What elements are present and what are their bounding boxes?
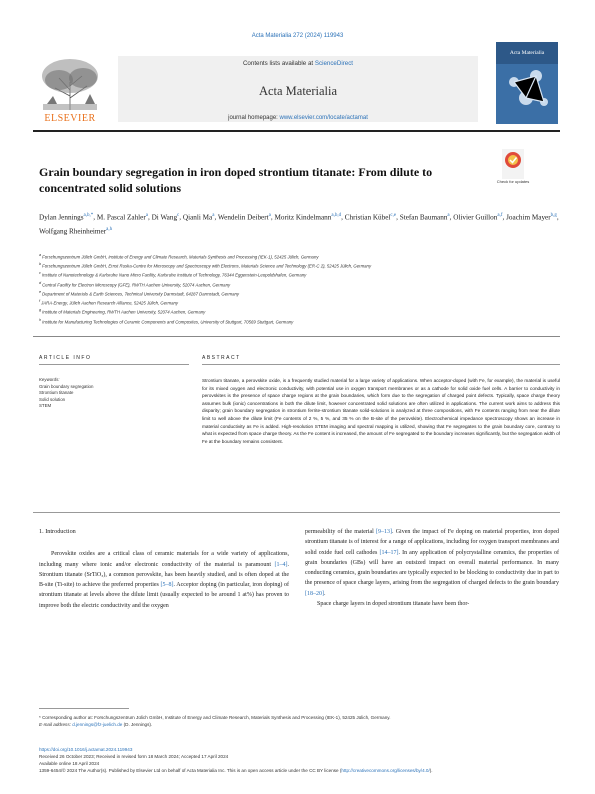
citation-link[interactable]: [9–13] [376,529,393,535]
journal-homepage [118,115,478,121]
citation-link[interactable]: [14–17] [379,549,399,556]
affiliation-marker: g [39,308,43,313]
journal-title: Acta Materialia [258,84,338,98]
email-note [39,721,559,728]
author-name[interactable]: Moritz Kindelmann [274,213,332,222]
author-name[interactable]: Dylan Jennings [39,213,84,222]
section-rule [33,336,560,337]
author-name[interactable]: Wolfgang Rheinheimer [39,227,107,236]
doi-link[interactable]: https://doi.org/10.1016/j.actamat.2024.119943 [39,747,133,752]
affiliation-marker: d [39,280,43,285]
author-affiliation-marker[interactable]: a,f [497,213,503,218]
body-column-right [305,527,559,609]
keywords-block [39,377,189,410]
citation-link[interactable]: [1–4] [274,561,288,568]
elsevier-tree-logo-icon [33,56,107,112]
author-affiliation-marker[interactable]: a,h [106,226,113,232]
body-text: permeability of the material [305,529,377,535]
affiliation-text: Institute of Materials Engineering, RWTH Aachen University, 52074 Aachen, Germany [42,309,206,315]
body-text: . Acceptor doping (in particular, iron doping) of strontium titanate at levels above the dilute limit (usually expected to be around 1 at%) has proven to improve both the electric conductivity and the oxygen [39,582,289,609]
affiliation-item [39,261,559,270]
author-affiliation-marker[interactable]: a,b,* [83,213,94,218]
introduction-heading: 1. Introduction [39,528,76,535]
author-name[interactable]: Joachim Mayer [506,213,551,222]
received-dates: Received 26 October 2023; Received in revised form 18 March 2024; Accepted 17 April 2024 [39,754,229,759]
affiliation-marker: a [39,253,43,257]
abstract-heading: ABSTRACT [202,355,241,361]
affiliation-text: Forschungszentrum Jülich GmbH, Ernst Ruska-Centre for Microscopy and Spectroscopy with Electrons, Materials Science and Technology (ER-C 2), 52425 Jülich, Germany [42,263,372,269]
cover-title: Acta Materialia [509,50,545,56]
author-name[interactable]: Qianli Ma [182,213,213,222]
affiliation-item [39,270,559,279]
affiliation-item [39,317,559,326]
affiliation-item [39,307,559,316]
affiliation-list [39,252,559,326]
journal-cover-image[interactable] [496,42,558,124]
body-text: . Strontium titanate (SrTiO₃), a common perovskite, has been heavily studied, and is often doped at the B-site (Ti-site) to achieve the preferred properties [39,561,289,589]
keyword-item: STEM [39,403,52,409]
keyword-item: Strontium titanate [39,390,74,396]
affiliation-item [39,298,559,307]
affiliation-marker: e [39,289,43,294]
author-affiliation-marker[interactable]: a [212,213,215,218]
affiliation-marker: c [39,271,42,276]
affiliation-marker: b [39,262,43,267]
homepage-prefix: journal homepage: [228,115,280,121]
affiliation-text: Institute of Nanotechnology & Karlsruhe Nano Micro Facility, Karlsruhe Institute of Technology, 76344 Eggenstein-Leopoldshafen, Germany [41,272,307,278]
body-text: . In any application of polycrystalline ceramics, the properties of grain boundaries (GBs) will have an outsized impact on overall material performance. In many conducting ceramics, grain boundaries are typically expected to be blocking to conductivity due in part to the presence of space charge layers, arising from the segregation of charged defects to the grain boundary [305,549,559,587]
author-affiliation-marker[interactable]: a [447,213,450,218]
elsevier-wordmark: ELSEVIER [44,113,96,124]
intro-paragraph-1-cont [305,527,559,599]
license-note [39,767,559,774]
body-text: . [324,590,326,597]
author-affiliation-marker[interactable]: a [268,213,271,218]
author-name[interactable]: Di Wang [151,213,178,222]
available-online: Available online 18 April 2024 [39,761,100,766]
author-name[interactable]: M. Pascal Zahler [96,213,146,222]
affiliation-marker: h [39,317,43,322]
author-affiliation-marker[interactable]: a [145,213,148,218]
intro-paragraph-1 [39,549,289,611]
affiliation-marker: f [39,299,42,304]
author-name[interactable]: Wendelin Deibert [217,213,269,222]
license-close: ). [429,768,433,773]
license-text: 1359-6454/© 2024 The Author(s). Published by Elsevier Ltd on behalf of Acta Materialia Inc. This is an open access article under the CC BY license ( [39,768,342,773]
keywords-heading: Keywords: [39,377,60,382]
email-label: E-mail address: [39,722,73,727]
email-link[interactable]: d.jennings@fz-juelich.de [72,722,123,727]
article-title: Grain boundary segregation in iron doped strontium titanate: From dilute to concentrated solid solutions [39,165,433,195]
license-link[interactable]: http://creativecommons.org/licenses/by/4.0/ [341,768,430,773]
author-name[interactable]: Olivier Guillon [453,213,498,222]
citation-link[interactable]: [18–20] [305,590,324,597]
email-suffix: (D. Jennings). [122,722,153,727]
body-text: . Given the impact of Fe doping on material properties, iron doped strontium titanate is of interest for a range of applications, including for oxygen transport membranes and solid oxide fuel cell cathodes [305,529,559,556]
body-text: Perovskite oxides are a critical class of ceramic materials for a wide variety of applications, including many where ionic and/or electronic conductivity of the material is paramount [39,551,289,568]
author-name[interactable]: Stefan Baumann [399,213,448,222]
author-affiliation-marker[interactable]: a,b,d [331,213,342,218]
author-list: Dylan Jennings$^{a,b,*}$, M. Pascal Zahler$^a$, Di Wang$^c$, Qianli Ma$^a$, Wendelin Deibert$^a$, Moritz Kindelmann$^{a,b,d}$, Christian Kübel$^{c,e}$, Stefan Baumann$^a$, Olivier Guillon$^{a,f}$, Joachim Mayer$^{b,g}$, Wolfgang Rheinheimer$^{a,h}$ [39,213,559,236]
body-rule [33,512,560,513]
keyword-item: Grain boundary segregation [39,383,94,389]
affiliation-text: Department of Materials & Earth Sciences, Technical University Darmstadt, 64287 Darmstadt, Germany [42,291,240,297]
affiliation-item [39,280,559,289]
corresponding-author-note: * Corresponding author at: Forschungszentrum Jülich GmbH, Institute of Energy and Climate Research, Materials Synthesis and Processing (IEK-1), 52425 Jülich, Germany. [39,715,391,720]
abstract-text: Strontium titanate, a perovskite oxide, is a frequently studied material for a large variety of applications. When acceptor-doped (with Fe, for example), the material is useful for its mixed oxygen and electronic conductivity, with potential use in oxygen transport membranes or as a cathode for solid oxide fuel cells. A barrier to conductivity in perovskites is the presence of space charge regions at the grain boundaries, which form due to the segregation of charged point defects. Typically, space charge theory assumes bulk (ionic) concentrations in both the dilute limit, however concentrated solid solutions are often utilized in applications. The current work aims to address this disparity; grain boundary segregation in strontium ferrite-strontium titanate solid-solutions is analyzed at three compositions, with Fe contents ranging from near the dilute limit to well above the dilute limit (Fe contents of 2 %, 5 %, and 35 % on the B-site of the perovskite). Electrochemical impedance spectroscopy shows an increase in material conductivity as Fe is added. High-resolution STEM imaging and spectral mapping is utilized, showing that Fe segregates to the grain boundary core, contrary to what is expected from space charge theory. As the Fe content is increased, the amount of Fe segregated to the boundary increases significantly, but the segregation width of Fe at the boundary remains consistent. [202,378,560,444]
header-rule [33,130,560,132]
intro-paragraph-2: Space charge layers in doped strontium titanate have been thor- [317,601,470,608]
citation-link[interactable]: [5–8] [160,582,174,589]
affiliation-text: Forschungszentrum Jülich GmbH, Institute of Energy and Climate Research, Materials Synthesis and Processing (IEK-1), 52425 Jülich, Germany [42,254,319,260]
homepage-link[interactable]: www.elsevier.com/locate/actamat [279,115,368,121]
affiliation-text: JARA-Energy, Jülich Aachen Research Alliance, 52425 Jülich, Germany [41,300,179,306]
publication-info [39,746,559,774]
contents-prefix: Contents lists available at [242,60,315,67]
contents-line [118,60,478,67]
author-affiliation-marker[interactable]: c,e [390,213,397,218]
crossmark-label[interactable]: Check for updates [496,179,530,184]
article-info-heading: ARTICLE INFO [39,355,92,361]
footnotes [39,714,559,728]
sciencedirect-link[interactable]: ScienceDirect [314,60,354,67]
affiliation-text: Central Facility for Electron Microscopy (GFE), RWTH Aachen University, 52074 Aachen, Germany [42,282,231,288]
footnote-rule [39,708,129,709]
article-info-rule [39,364,189,365]
affiliation-item [39,289,559,298]
journal-reference[interactable]: Acta Materialia 272 (2024) 119943 [251,33,344,39]
author-affiliation-marker[interactable]: b,g [550,213,557,218]
affiliation-text: Institute for Manufacturing Technologies of Ceramic Components and Composites, University of Stuttgart, 70569 Stuttgart, Germany [42,318,294,324]
author-name[interactable]: Christian Kübel [344,213,391,222]
abstract-rule [202,364,560,365]
body-column-left [39,527,289,611]
author-affiliation-marker[interactable]: c [177,213,180,218]
crossmark-icon[interactable] [502,149,524,179]
affiliation-item [39,252,559,261]
keyword-item: Solid solution [39,396,66,402]
